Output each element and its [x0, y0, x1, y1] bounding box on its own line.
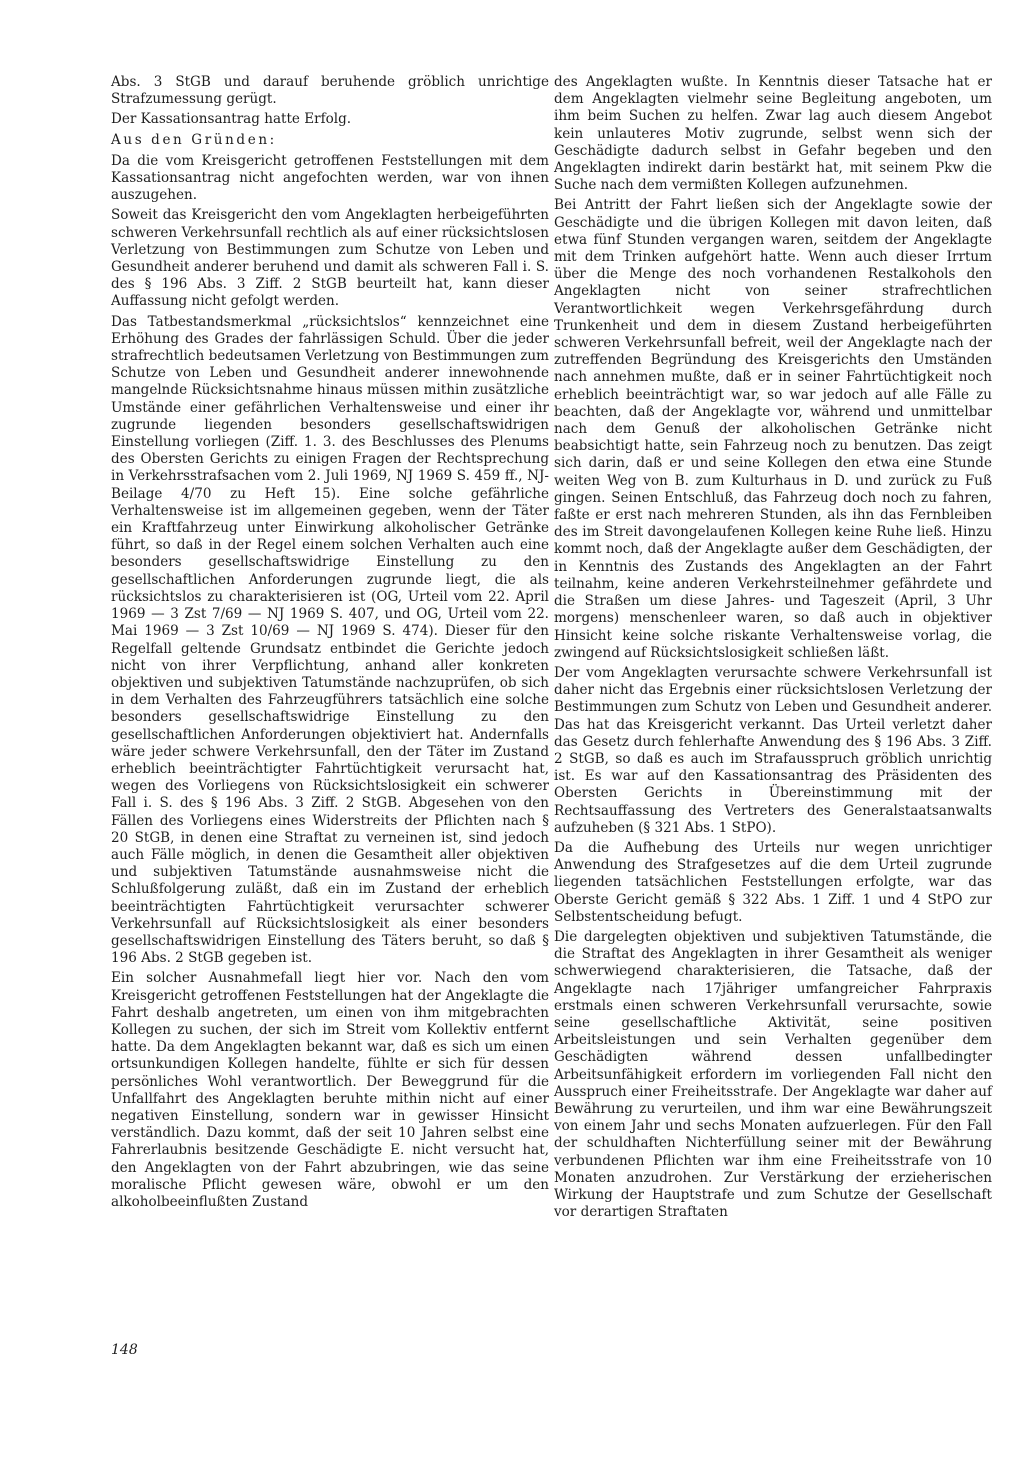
- paragraph: Der Kassationsantrag hatte Erfolg.: [111, 111, 352, 128]
- paragraph: Da die vom Kreisgericht getroffenen Feststellungen mit dem Kassationsantrag nicht angefochten werden, war von ihnen auszugehen.: [111, 152, 549, 204]
- paragraph: Der vom Angeklagten verursachte schwere Verkehrsunfall ist daher nicht das Ergebnis einer rücksichtslosen Verletzung der Bestimmungen zum Schutz von Leben und Gesundheit anderer. Das hat das Kreisgericht verkannt. Das Urteil verletzt daher das Gesetz durch fehlerhafte Anwendung des § 196 Abs. 3 Ziff. 2 StGB, so daß es auch im Strafausspruch gröblich unrichtig ist. Es war auf den Kassationsantrag des Präsidenten des Obersten Gerichts in Übereinstimmung mit der Rechtsauffassung des Vertreters des Generalstaatsanwalts aufzuheben (§ 321 Abs. 1 StPO).: [554, 664, 992, 836]
- paragraph: Soweit das Kreisgericht den vom Angeklagten herbeigeführten schweren Verkehrsunfall rechtlich als auf einer rücksichtslosen Verletzung von Bestimmungen zum Schutze von Leben und Gesundheit anderer beruhend und damit als schweren Fall i. S. des § 196 Abs. 3 Ziff. 2 StGB beurteilt hat, kann dieser Auffassung nicht gefolgt werden.: [111, 207, 549, 310]
- left-text-column: [111, 74, 549, 1214]
- paragraph: Die dargelegten objektiven und subjektiven Tatumstände, die die Straftat des Angeklagten in ihrer Gesamtheit als weniger schwerwiegend charakterisieren, die Tatsache, daß der Angeklagte nach 17jähriger umfangreicher Fahrpraxis erstmals einen schweren Verkehrsunfall verursachte, sowie seine gesellschaftliche Aktivität, seine positiven Arbeitsleistungen und sein Verhalten gegenüber dem Geschädigten während dessen unfallbedingter Arbeitsunfähigkeit erfordern im vorliegenden Fall nicht den Ausspruch einer Freiheitsstrafe. Der Angeklagte war daher auf Bewährung zu verurteilen, und ihm war eine Bewährungszeit von einem Jahr und sechs Monaten aufzuerlegen. Für den Fall der schuldhaften Nichterfüllung seiner mit der Bewährung verbundenen Pflichten war ihm eine Freiheitsstrafe von 10 Monaten anzudrohen. Zur Verstärkung der erzieherischen Wirkung der Hauptstrafe und zum Schutze der Gesellschaft vor derartigen Straftaten: [554, 928, 992, 1221]
- paragraph: Bei Antritt der Fahrt ließen sich der Angeklagte sowie der Geschädigte und die übrigen Kollegen mit davon leiten, daß etwa fünf Stunden vergangen waren, seitdem der Angeklagte mit dem Trinken aufgehört hatte. Wenn auch dieser Irrtum über die Menge des noch vorhandenen Restalkohols den Angeklagten nicht von seiner strafrechtlichen Verantwortlichkeit wegen Verkehrsgefährdung durch Trunkenheit und dem in diesem Zustand herbeigeführten schweren Verkehrsunfall befreit, weil der Angeklagte nach der zutreffenden Begründung des Kreisgerichts den Umständen nach annehmen mußte, daß er in seiner Fahrtüchtigkeit noch erheblich beeinträchtigt war, so war jedoch auf alle Fälle zu beachten, daß der Angeklagte vor, während und unmittelbar nach dem Genuß der alkoholischen Getränke nicht beabsichtigt hatte, sein Fahrzeug noch zu benutzen. Das zeigt sich darin, daß er und seine Kollegen den etwa eine Stunde weiten Weg von B. zum Kulturhaus in D. und zurück zu Fuß gingen. Seinen Entschluß, das Fahrzeug doch noch zu fahren, faßte er erst nach mehreren Stunden, als ihn das Fernbleiben des im Streit davongelaufenen Kollegen keine Ruhe ließ. Hinzu kommt noch, daß der Angeklagte außer dem Geschädigten, der in Kenntnis des Zustands des Angeklagten an der Fahrt teilnahm, keine anderen Verkehrsteilnehmer gefährdete und die Straßen um diese Jahres- und Tageszeit (April, 3 Uhr morgens) menschenleer waren, so daß auch in objektiver Hinsicht keine solche riskante Verhaltensweise vorlag, die zwingend auf Rücksichtslosigkeit schließen läßt.: [554, 197, 992, 661]
- paragraph: Da die Aufhebung des Urteils nur wegen unrichtiger Anwendung des Strafgesetzes auf die dem Urteil zugrunde liegenden tatsächlichen Feststellungen erfolgte, war das Oberste Gericht gemäß § 322 Abs. 1 Ziff. 1 und 4 StPO zur Selbstentscheidung befugt.: [554, 839, 992, 925]
- paragraph: Abs. 3 StGB und darauf beruhende gröblich unrichtige Strafzumessung gerügt.: [111, 74, 549, 108]
- paragraph: des Angeklagten wußte. In Kenntnis dieser Tatsache hat er dem Angeklagten vielmehr seine Begleitung angeboten, um ihm beim Suchen zu helfen. Zwar lag auch diesem Angebot kein unlauteres Motiv zugrunde, selbst wenn sich der Geschädigte dadurch selbst in Gefahr begeben und den Angeklagten indirekt darin bestärkt hat, mit seinem Pkw die Suche nach dem vermißten Kollegen aufzunehmen.: [554, 74, 992, 194]
- paragraph: Das Tatbestandsmerkmal „rücksichtslos“ kennzeichnet eine Erhöhung des Grades der fahrlässigen Schuld. Über die jeder strafrechtlich bedeutsamen Verletzung von Bestimmungen zum Schutze von Leben und Gesundheit anderer innewohnende mangelnde Rücksichtsnahme hinaus müssen mithin zusätzliche Umstände einer gefährlichen Verhaltensweise und einer ihr zugrunde liegenden besonders gesellschaftswidrigen Einstellung vorliegen (Ziff. 1. 3. des Beschlusses des Plenums des Obersten Gerichts zu einigen Fragen der Rechtsprechung in Verkehrsstrafsachen vom 2. Juli 1969, NJ 1969 S. 459 ff., NJ-Beilage 4/70 zu Heft 15). Eine solche gefährliche Verhaltensweise ist im allgemeinen gegeben, wenn der Täter ein Kraftfahrzeug unter Einwirkung alkoholischer Getränke führt, so daß in der Regel einem solchen Verhalten auch eine besonders gesellschaftswidrige Einstellung zu den gesellschaftlichen Anforderungen zugrunde liegt, die als rücksichtslos zu charakterisieren ist (OG, Urteil vom 22. April 1969 — 3 Zst 7/69 — NJ 1969 S. 407, und OG, Urteil vom 22. Mai 1969 — 3 Zst 10/69 — NJ 1969 S. 474). Dieser für den Regelfall geltende Grundsatz entbindet die Gerichte jedoch nicht von ihrer Verpflichtung, anhand aller konkreten objektiven und subjektiven Tatumstände nachzuprüfen, ob sich in dem Verhalten des Fahrzeugführers tatsächlich eine solche besonders gesellschaftswidrige Einstellung zu den gesellschaftlichen Anforderungen objektiviert hat. Andernfalls wäre jeder schwere Verkehrsunfall, den der Täter im Zustand erheblich beeinträchtigter Fahrtüchtigkeit verursacht hat, wegen des Vorliegens von Rücksichtslosigkeit ein schwerer Fall i. S. des § 196 Abs. 3 Ziff. 2 StGB. Abgesehen von den Fällen des Vorliegens eines Widerstreits der Pflichten nach § 20 StGB, in denen eine Straftat zu verneinen ist, sind jedoch auch Fälle möglich, in denen die Gesamtheit aller objektiven und subjektiven Tatumstände ausnahmsweise nicht die Schlußfolgerung zuläßt, daß ein im Zustand der erheblich beeinträchtigten Fahrtüchtigkeit verursachter schwerer Verkehrsunfall auf Rücksichtslosigkeit als einer besonders gesellschaftswidrigen Einstellung des Täters beruht, so daß § 196 Abs. 2 StGB gegeben ist.: [111, 313, 549, 967]
- page-number: 148: [111, 1342, 138, 1358]
- section-heading: Aus den Gründen:: [111, 131, 277, 148]
- right-text-column: [554, 74, 992, 1224]
- paragraph: Ein solcher Ausnahmefall liegt hier vor. Nach den vom Kreisgericht getroffenen Feststellungen hat der Angeklagte die Fahrt deshalb angetreten, um einen von ihm mitgebrachten Kollegen zu suchen, der sich im Streit vom Kollektiv entfernt hatte. Da dem Angeklagten bekannt war, daß es sich um einen ortsunkundigen Kollegen handelte, fühlte er sich für dessen persönliches Wohl verantwortlich. Der Beweggrund für die Unfallfahrt des Angeklagten beruhte mithin nicht auf einer negativen Einstellung, sondern war in gewisser Hinsicht verständlich. Dazu kommt, daß der seit 10 Jahren selbst eine Fahrerlaubnis besitzende Geschädigte E. nicht versucht hat, den Angeklagten von der Fahrt abzubringen, wie das seine moralische Pflicht gewesen wäre, obwohl er um den alkoholbeeinflußten Zustand: [111, 970, 549, 1210]
